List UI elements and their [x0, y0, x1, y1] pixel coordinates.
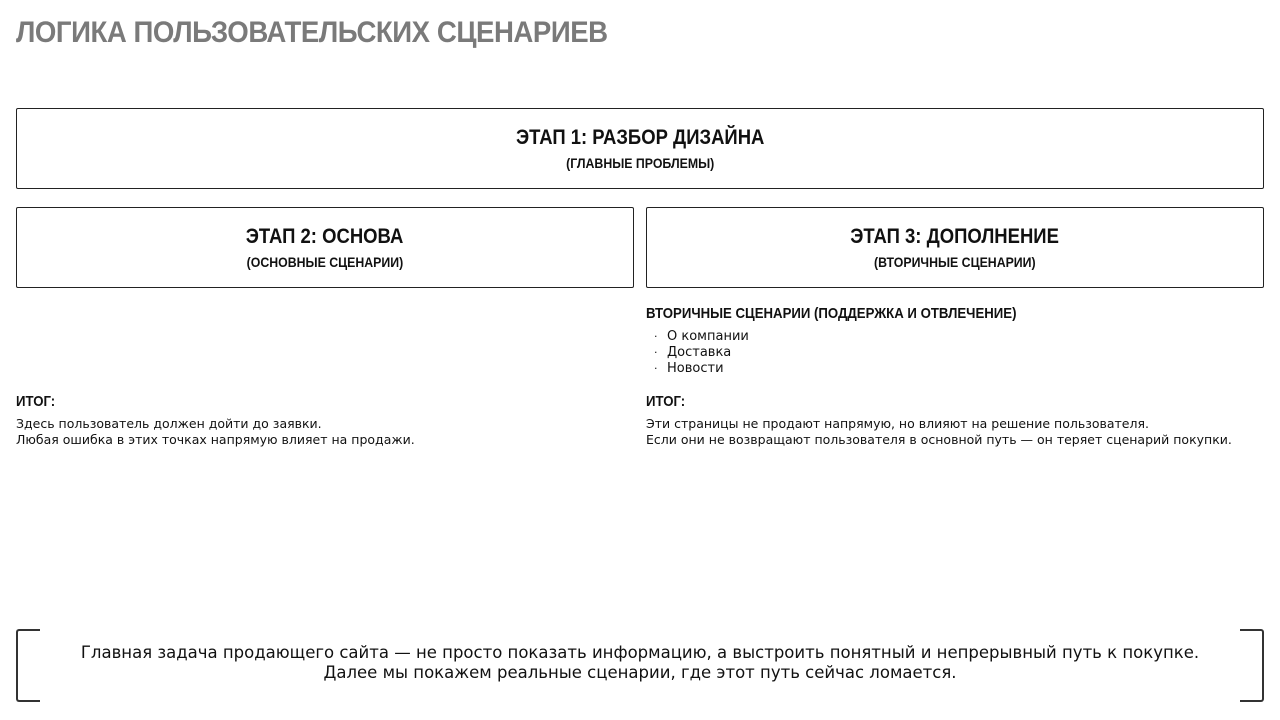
list-item-label: О компании: [667, 329, 749, 344]
secondary-scenarios-heading: ВТОРИЧНЫЕ СЦЕНАРИИ (ПОДДЕРЖКА И ОТВЛЕЧЕНИЕ): [646, 305, 1017, 322]
list-item: [654, 329, 749, 345]
secondary-scenarios-list: [654, 329, 749, 377]
list-item-label: Доставка: [667, 345, 732, 360]
left-bracket-icon: [16, 629, 40, 702]
result-left-text: [16, 416, 415, 448]
bullet-icon: ·: [654, 346, 658, 359]
result-left-line: Здесь пользователь должен дойти до заявки.: [16, 416, 322, 431]
result-right-line: Если они не возвращают пользователя в основной путь — он теряет сценарий покупки.: [646, 432, 1232, 447]
stage-1-title: ЭТАП 1: РАЗБОР ДИЗАЙНА: [515, 125, 765, 149]
list-item: [654, 345, 749, 361]
stage-2-box: [16, 207, 634, 288]
conclusion-frame: [16, 629, 1264, 704]
stage-3-subtitle: (ВТОРИЧНЫЕ СЦЕНАРИИ): [874, 253, 1036, 270]
stage-2-subtitle: (ОСНОВНЫЕ СЦЕНАРИИ): [246, 253, 404, 270]
conclusion-line: Далее мы покажем реальные сценарии, где этот путь сейчас ломается.: [323, 663, 957, 682]
bullet-icon: ·: [654, 330, 658, 343]
conclusion-line: Главная задача продающего сайта — не просто показать информацию, а выстроить понятный и непрерывный путь к покупке.: [80, 643, 1200, 662]
stage-3-title: ЭТАП 3: ДОПОЛНЕНИЕ: [850, 224, 1060, 248]
page-title: ЛОГИКА ПОЛЬЗОВАТЕЛЬСКИХ СЦЕНАРИЕВ: [16, 16, 608, 49]
stage-2-title: ЭТАП 2: ОСНОВА: [246, 224, 404, 248]
result-right-text: [646, 416, 1232, 448]
list-item: [654, 361, 749, 377]
result-right-line: Эти страницы не продают напрямую, но влияют на решение пользователя.: [646, 416, 1149, 431]
stage-3-box: [646, 207, 1264, 288]
conclusion-text: [46, 643, 1234, 683]
result-left-label: ИТОГ:: [16, 393, 56, 410]
list-item-label: Новости: [667, 361, 724, 376]
stage-1-subtitle: (ГЛАВНЫЕ ПРОБЛЕМЫ): [565, 154, 715, 171]
stage-1-box: [16, 108, 1264, 189]
bullet-icon: ·: [654, 362, 658, 375]
right-bracket-icon: [1240, 629, 1264, 702]
result-right-label: ИТОГ:: [646, 393, 686, 410]
result-left-line: Любая ошибка в этих точках напрямую влияет на продажи.: [16, 432, 415, 447]
